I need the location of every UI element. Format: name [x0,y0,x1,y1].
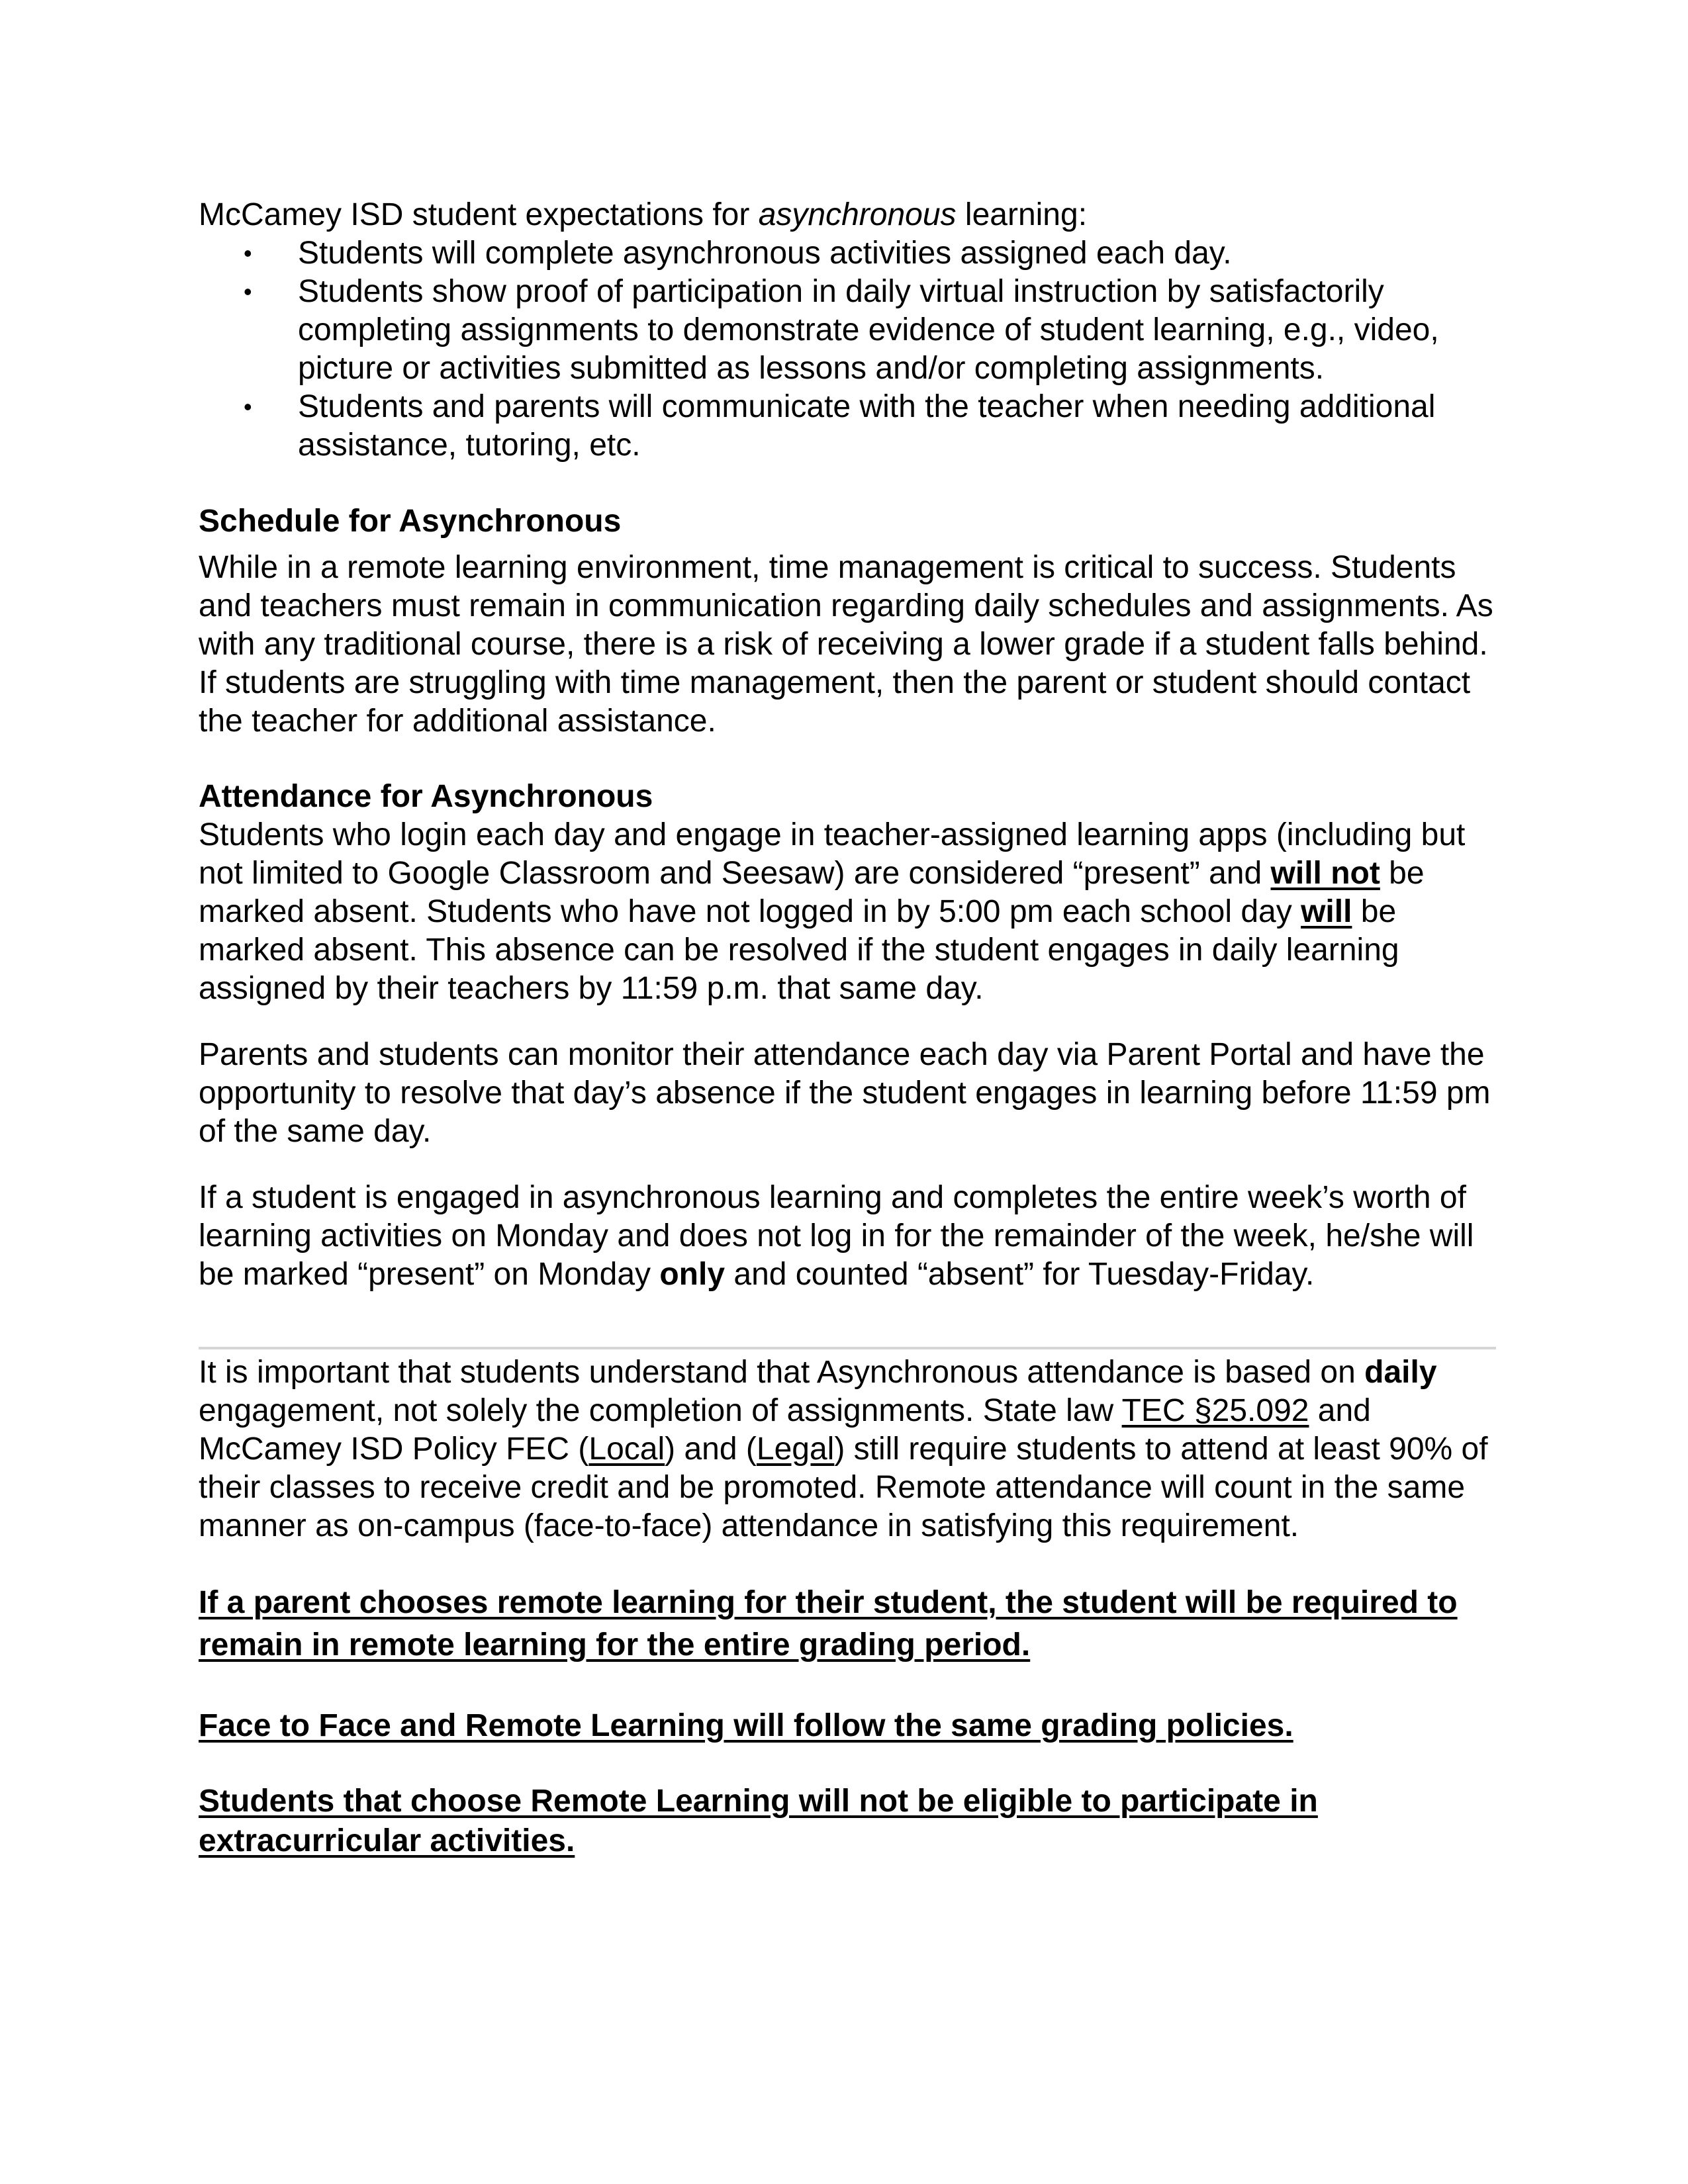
bullet-icon: • [244,278,252,305]
policy-text-e: ) still require students to attend at least 90% of their classes to receive credit and be promoted. Remote attendance will count in the same manner as on-campus (face-to-face) attendance in satisfying this requirement. [199,1432,1488,1543]
intro-suffix: learning: [956,197,1088,232]
attendance-heading: Attendance for Asynchronous [199,779,653,814]
policy-text-d: ) and ( [665,1432,757,1467]
list-item [244,234,1496,273]
legal-policy-link[interactable]: Legal [756,1432,835,1467]
intro-line [199,196,1496,234]
list-item [244,388,1496,465]
policy-paragraph [199,1353,1496,1545]
attendance-p3-text-b: and counted “absent” for Tuesday-Friday. [725,1257,1315,1292]
list-item-text: Students show proof of participation in daily virtual instruction by satisfactorily completing assignments to demonstrate evidence of student learning, e.g., video, picture or activities submitted as lessons and/or completing assignments. [298,274,1439,386]
list-item [244,273,1496,388]
attendance-p1-text-a: Students who login each day and engage in teacher-assigned learning apps (including but not limited to Google Classroom and Seesaw) are considered “present” and [199,817,1466,891]
remote-commitment-notice: If a parent chooses remote learning for their student, the student will be required to remain in remote learning for the entire grading period. [199,1585,1458,1662]
schedule-body: While in a remote learning environment, time management is critical to success. Students and teachers must remain in communication regarding daily schedules and assignments. As with any traditional course, there is a risk of receiving a lower grade if a student falls behind. If students are struggling with time management, then the parent or student should contact the teacher for additional assistance. [199,550,1493,739]
bullet-icon: • [244,393,252,420]
intro-prefix: McCamey ISD student expectations for [199,197,759,232]
policy-text-b: engagement, not solely the completion of assignments. State law [199,1393,1122,1428]
intro-italic: asynchronous [758,197,957,232]
attendance-p1-text-b: be marked absent. Students who have not logged in by 5:00 pm each school day [199,856,1425,929]
list-item-text: Students and parents will communicate with the teacher when needing additional assistance, tutoring, etc. [298,389,1436,463]
policy-text-c: and McCamey ISD Policy FEC ( [199,1393,1371,1467]
schedule-heading: Schedule for Asynchronous [199,504,622,539]
attendance-p3-text-a: If a student is engaged in asynchronous learning and completes the entire week’s worth of learning activities on Monday and does not log in for the remainder of the week, he/she will be marked “present” on Monday [199,1180,1474,1292]
bullet-icon: • [244,240,252,267]
daily-emphasis: daily [1364,1355,1437,1390]
expectations-list [199,234,1496,465]
local-policy-link[interactable]: Local [588,1432,665,1467]
attendance-paragraph-2: Parents and students can monitor their attendance each day via Parent Portal and have the opportunity to resolve that day’s absence if the student engages in learning before 11:59 pm of the same day. [199,1037,1491,1149]
will-not-emphasis: will not [1270,856,1380,891]
policy-text-a: It is important that students understand that Asynchronous attendance is based on [199,1355,1365,1390]
attendance-p1-text-c: be marked absent. This absence can be resolved if the student engages in daily learning assigned by their teachers by 11:59 p.m. that same day. [199,894,1399,1006]
attendance-paragraph-3 [199,1179,1496,1294]
only-emphasis: only [659,1257,726,1292]
horizontal-divider [199,1347,1496,1349]
extracurricular-notice: Students that choose Remote Learning will not be eligible to participate in extracurricular activities. [199,1784,1318,1858]
grading-policy-notice: Face to Face and Remote Learning will follow the same grading policies. [199,1708,1293,1743]
attendance-paragraph-1 [199,816,1496,1008]
list-item-text: Students will complete asynchronous activities assigned each day. [298,236,1232,271]
will-emphasis: will [1301,894,1352,929]
tec-25-092-link[interactable]: TEC §25.092 [1121,1393,1309,1428]
document-page [199,196,1496,1861]
